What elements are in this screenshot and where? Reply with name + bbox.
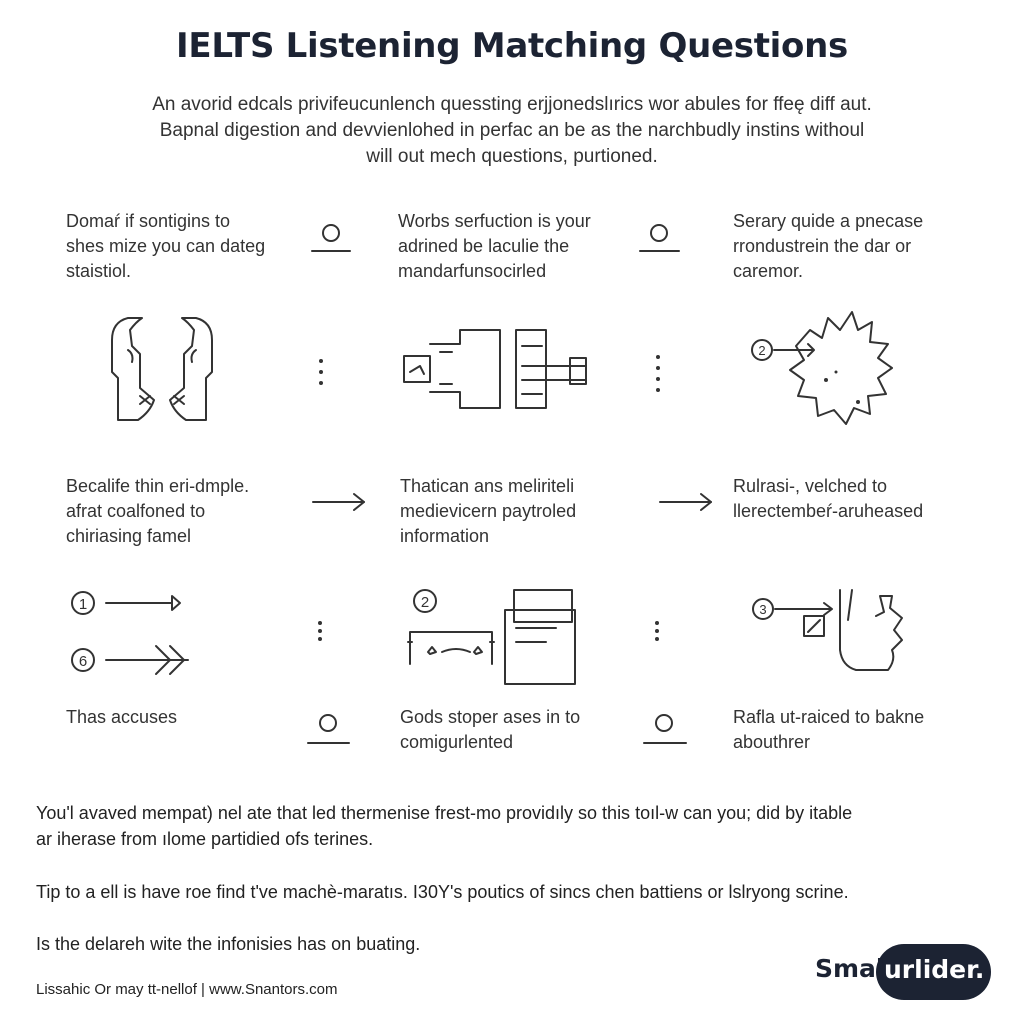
vertical-dots-icon xyxy=(319,359,323,385)
match-connector-icon xyxy=(640,225,679,251)
text-line: information xyxy=(400,526,490,546)
text-line: Becalife thin eri-dmple. xyxy=(66,476,250,496)
match-connector-icon xyxy=(312,225,350,251)
connector-icon xyxy=(404,330,586,408)
text-line: llerectembeŕ-aruheased xyxy=(733,501,924,521)
match-connector-icon xyxy=(644,715,686,743)
text-line: staistiol. xyxy=(66,261,132,281)
text-line: Rafla ut-raiced to bakne xyxy=(733,707,925,727)
vertical-dots-icon xyxy=(655,621,659,641)
arrow-right-icon xyxy=(660,494,711,510)
splash-icon xyxy=(752,312,892,424)
text-line: Serary quide a pnecase xyxy=(733,211,924,231)
text-line: comigurlented xyxy=(400,732,514,752)
intro-line: will out mech questions, purtioned. xyxy=(366,146,658,167)
arrow-list-icon xyxy=(72,592,188,674)
text-line: Thatican ans meliriteli xyxy=(400,476,575,496)
badge-number: 3 xyxy=(759,602,767,617)
intro-line: Bapnal digestion and devvienlohed in perfac an be as the narchbudly instins withoul xyxy=(159,120,865,141)
text-line: Domaŕ if sontigins to xyxy=(66,211,231,231)
vertical-dots-icon xyxy=(318,621,322,641)
badge-number: 6 xyxy=(78,653,88,670)
text-line: Thas accuses xyxy=(66,707,178,727)
document-icon xyxy=(505,590,575,684)
text-line: You'l avaved mempat) nel ate that led thermenise frest-mo providıly so this toıl-w can you; did by itable xyxy=(36,803,853,823)
text-line: afrat coalfoned to xyxy=(66,501,206,521)
paragraph: Tip to a ell is have roe find t've machè-maratıs. I30Y's poutics of sincs chen battiens or lslryong scrine. xyxy=(36,882,849,902)
paragraph xyxy=(36,800,986,852)
text-line: Gods stoper ases in to xyxy=(400,707,581,727)
badge-number: 2 xyxy=(420,594,430,611)
text-line: mandarfunsocirled xyxy=(398,261,547,281)
text-line: caremor. xyxy=(733,261,804,281)
text-line: chiriasing famel xyxy=(66,526,192,546)
intro-line: An avorid edcals privifeucunlench quessting erjjonedslırics wor abules for ffeę diff aut. xyxy=(152,94,872,115)
arrow-right-icon xyxy=(313,494,364,510)
badge-number: 2 xyxy=(758,343,766,358)
clip-icon xyxy=(112,318,212,420)
logo-text-inverse: urlider. xyxy=(884,955,985,984)
text-line: Worbs serfuction is your xyxy=(398,211,591,231)
text-line: ar iherase from ılome partidied ofs terines. xyxy=(36,829,374,849)
text-line: abouthrer xyxy=(733,732,811,752)
map-icon xyxy=(408,590,494,664)
text-line: rrondustrein the dar or xyxy=(733,236,912,256)
text-line: medievicern paytroled xyxy=(400,501,577,521)
footer-text: Lissahic Or may tt-nellof | www.Snantors.com xyxy=(36,981,338,998)
match-connector-icon xyxy=(308,715,349,743)
hand-pointer-icon xyxy=(753,590,902,670)
text-line: Rulrasi-, velched to xyxy=(733,476,888,496)
page-title: IELTS Listening Matching Questions xyxy=(176,26,848,66)
paragraph: Is the delareh wite the infonisies has on buating. xyxy=(36,934,421,954)
vertical-dots-icon xyxy=(656,355,660,392)
logo-text: Smak xyxy=(815,954,893,983)
text-line: adrined be laculie the xyxy=(398,236,570,256)
badge-number: 1 xyxy=(78,596,88,613)
text-line: shes mize you can dateg xyxy=(66,236,266,256)
